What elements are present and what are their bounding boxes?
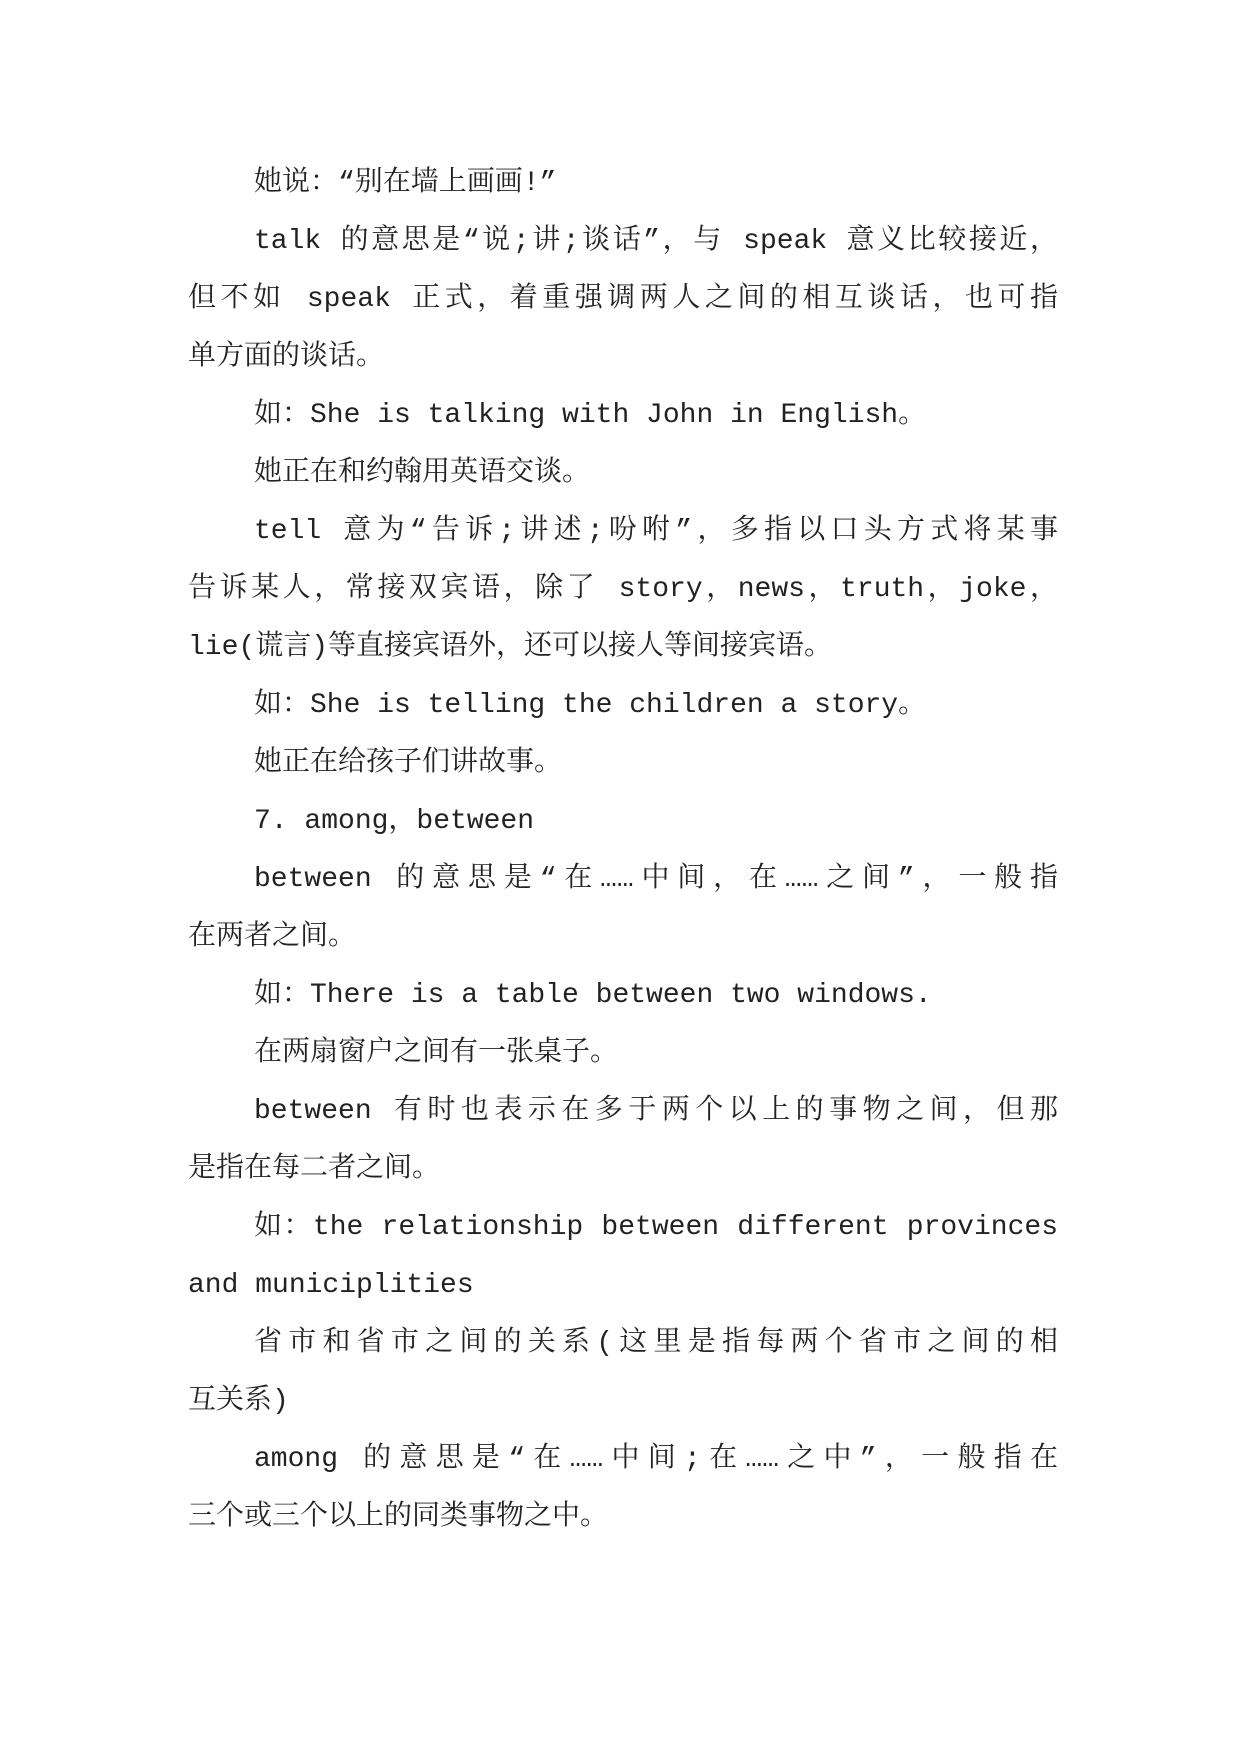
text-line: among 的意思是“在……中间;在……之中”，一般指在 bbox=[254, 1444, 1058, 1475]
text-line: 她说：“别在墙上画画!” bbox=[254, 168, 557, 199]
text-line: talk 的意思是“说;讲;谈话”，与 speak 意义比较接近， bbox=[254, 226, 1058, 257]
text-line: 如：She is talking with John in English。 bbox=[254, 400, 927, 431]
text-line: 如：She is telling the children a story。 bbox=[254, 690, 927, 721]
text-line: 她正在给孩子们讲故事。 bbox=[254, 748, 563, 779]
text-line: 如：There is a table between two windows. bbox=[254, 980, 932, 1011]
text-line: and municiplities bbox=[188, 1270, 474, 1301]
section-heading: 7. among，between bbox=[254, 806, 535, 837]
text-line: between 的意思是“在……中间，在……之间”，一般指 bbox=[254, 864, 1058, 895]
text-line: 在两者之间。 bbox=[188, 922, 357, 953]
text-line: 单方面的谈话。 bbox=[188, 342, 385, 373]
text-line: 如：the relationship between different provinces bbox=[254, 1212, 1058, 1243]
text-line: 互关系) bbox=[188, 1386, 289, 1417]
text-line: lie(谎言)等直接宾语外，还可以接人等间接宾语。 bbox=[188, 632, 833, 663]
text-line: 三个或三个以上的同类事物之中。 bbox=[188, 1502, 609, 1533]
text-line: tell 意为“告诉;讲述;吩咐”，多指以口头方式将某事 bbox=[254, 516, 1058, 547]
text-line: 在两扇窗户之间有一张桌子。 bbox=[254, 1038, 619, 1069]
text-line: between 有时也表示在多于两个以上的事物之间，但那 bbox=[254, 1096, 1058, 1127]
text-line: 是指在每二者之间。 bbox=[188, 1154, 441, 1185]
text-line: 她正在和约翰用英语交谈。 bbox=[254, 458, 591, 489]
text-line: 告诉某人，常接双宾语，除了 story，news，truth，joke， bbox=[188, 574, 1058, 605]
text-line: 但不如 speak 正式，着重强调两人之间的相互谈话，也可指 bbox=[188, 284, 1058, 315]
text-line: 省市和省市之间的关系(这里是指每两个省市之间的相 bbox=[254, 1328, 1058, 1359]
